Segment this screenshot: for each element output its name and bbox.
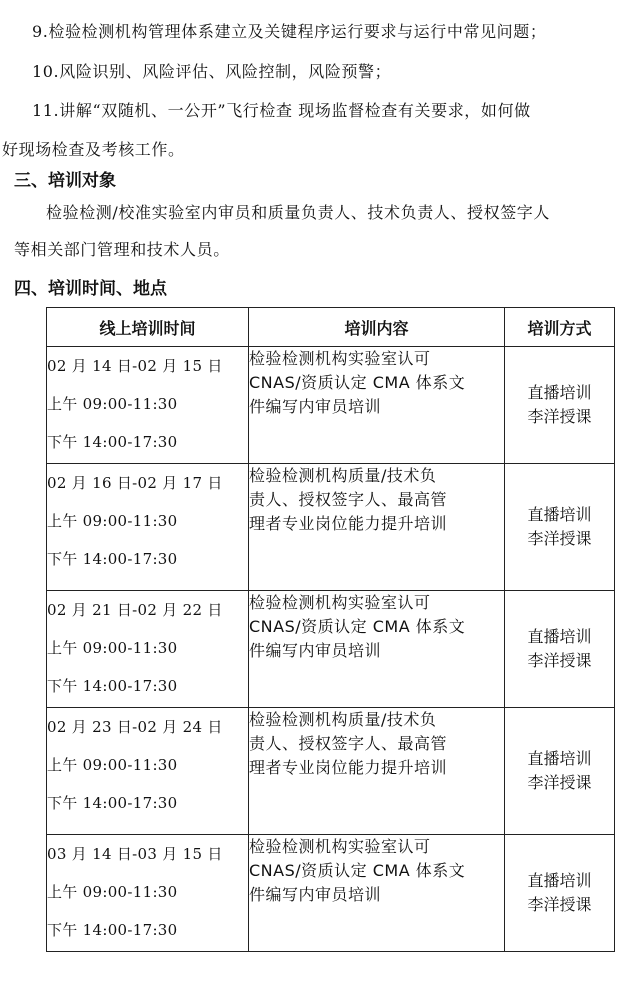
time-cell <box>47 464 249 591</box>
method-line: 直播培训 <box>527 627 592 646</box>
date-range: 02 月 16 日-02 月 17 日 <box>47 474 223 492</box>
content-cell <box>249 591 505 708</box>
content-line: 检验检测机构质量/技术负 <box>249 710 437 729</box>
item-11-line2: 好现场检查及考核工作。 <box>2 140 185 159</box>
time-cell <box>47 708 249 835</box>
method-cell <box>505 835 615 952</box>
content-line: 检验检测机构实验室认可 <box>249 349 431 368</box>
header-content: 培训内容 <box>249 308 505 347</box>
method-line: 李洋授课 <box>527 773 592 792</box>
section-4-heading: 四、培训时间、地点 <box>14 279 167 299</box>
date-range: 02 月 23 日-02 月 24 日 <box>47 718 223 736</box>
item-11-line1: 11.讲解“双随机、一公开”飞行检查 现场监督检查有关要求，如何做 <box>32 101 531 120</box>
content-line: 检验检测机构质量/技术负 <box>249 466 437 485</box>
content-cell <box>249 347 505 464</box>
afternoon-time: 下午 14:00-17:30 <box>47 921 178 939</box>
afternoon-time: 下午 14:00-17:30 <box>47 794 178 812</box>
time-cell <box>47 835 249 952</box>
morning-time: 上午 09:00-11:30 <box>47 395 178 413</box>
table-row <box>47 347 615 464</box>
content-cell <box>249 708 505 835</box>
method-line: 李洋授课 <box>527 529 592 548</box>
item-10: 10.风险识别、风险评估、风险控制，风险预警； <box>32 62 392 81</box>
afternoon-time: 下午 14:00-17:30 <box>47 677 178 695</box>
morning-time: 上午 09:00-11:30 <box>47 512 178 530</box>
content-line: CNAS/资质认定 CMA 体系文 <box>249 861 466 880</box>
method-line: 李洋授课 <box>527 407 592 426</box>
morning-time: 上午 09:00-11:30 <box>47 756 178 774</box>
section-3-heading: 三、培训对象 <box>14 171 116 191</box>
content-line: 责人、授权签字人、最高管 <box>249 490 448 509</box>
content-line: 检验检测机构实验室认可 <box>249 593 431 612</box>
table-header-row <box>47 308 615 347</box>
item-9: 9.检验检测机构管理体系建立及关键程序运行要求与运行中常见问题； <box>32 22 547 41</box>
content-line: CNAS/资质认定 CMA 体系文 <box>249 617 466 636</box>
section-3-line2: 等相关部门管理和技术人员。 <box>14 240 230 259</box>
method-cell <box>505 464 615 591</box>
method-line: 李洋授课 <box>527 651 592 670</box>
morning-time: 上午 09:00-11:30 <box>47 883 178 901</box>
method-line: 李洋授课 <box>527 895 592 914</box>
method-line: 直播培训 <box>527 505 592 524</box>
afternoon-time: 下午 14:00-17:30 <box>47 433 178 451</box>
morning-time: 上午 09:00-11:30 <box>47 639 178 657</box>
content-line: 件编写内审员培训 <box>249 641 382 660</box>
table-row <box>47 708 615 835</box>
method-cell <box>505 708 615 835</box>
content-cell <box>249 464 505 591</box>
date-range: 02 月 21 日-02 月 22 日 <box>47 601 223 619</box>
method-cell <box>505 591 615 708</box>
content-line: 理者专业岗位能力提升培训 <box>249 758 448 777</box>
time-cell <box>47 347 249 464</box>
method-line: 直播培训 <box>527 383 592 402</box>
content-line: 件编写内审员培训 <box>249 885 382 904</box>
table-row <box>47 464 615 591</box>
afternoon-time: 下午 14:00-17:30 <box>47 550 178 568</box>
header-time: 线上培训时间 <box>47 308 249 347</box>
method-line: 直播培训 <box>527 871 592 890</box>
table-row <box>47 591 615 708</box>
content-line: 件编写内审员培训 <box>249 397 382 416</box>
content-line: 理者专业岗位能力提升培训 <box>249 514 448 533</box>
section-3-line1: 检验检测/校准实验室内审员和质量负责人、技术负责人、授权签字人 <box>46 203 550 222</box>
content-cell <box>249 835 505 952</box>
content-line: CNAS/资质认定 CMA 体系文 <box>249 373 466 392</box>
table-row <box>47 835 615 952</box>
header-method: 培训方式 <box>505 308 615 347</box>
method-line: 直播培训 <box>527 749 592 768</box>
date-range: 02 月 14 日-02 月 15 日 <box>47 357 223 375</box>
date-range: 03 月 14 日-03 月 15 日 <box>47 845 223 863</box>
time-cell <box>47 591 249 708</box>
content-line: 责人、授权签字人、最高管 <box>249 734 448 753</box>
method-cell <box>505 347 615 464</box>
content-line: 检验检测机构实验室认可 <box>249 837 431 856</box>
schedule-table <box>46 307 615 952</box>
